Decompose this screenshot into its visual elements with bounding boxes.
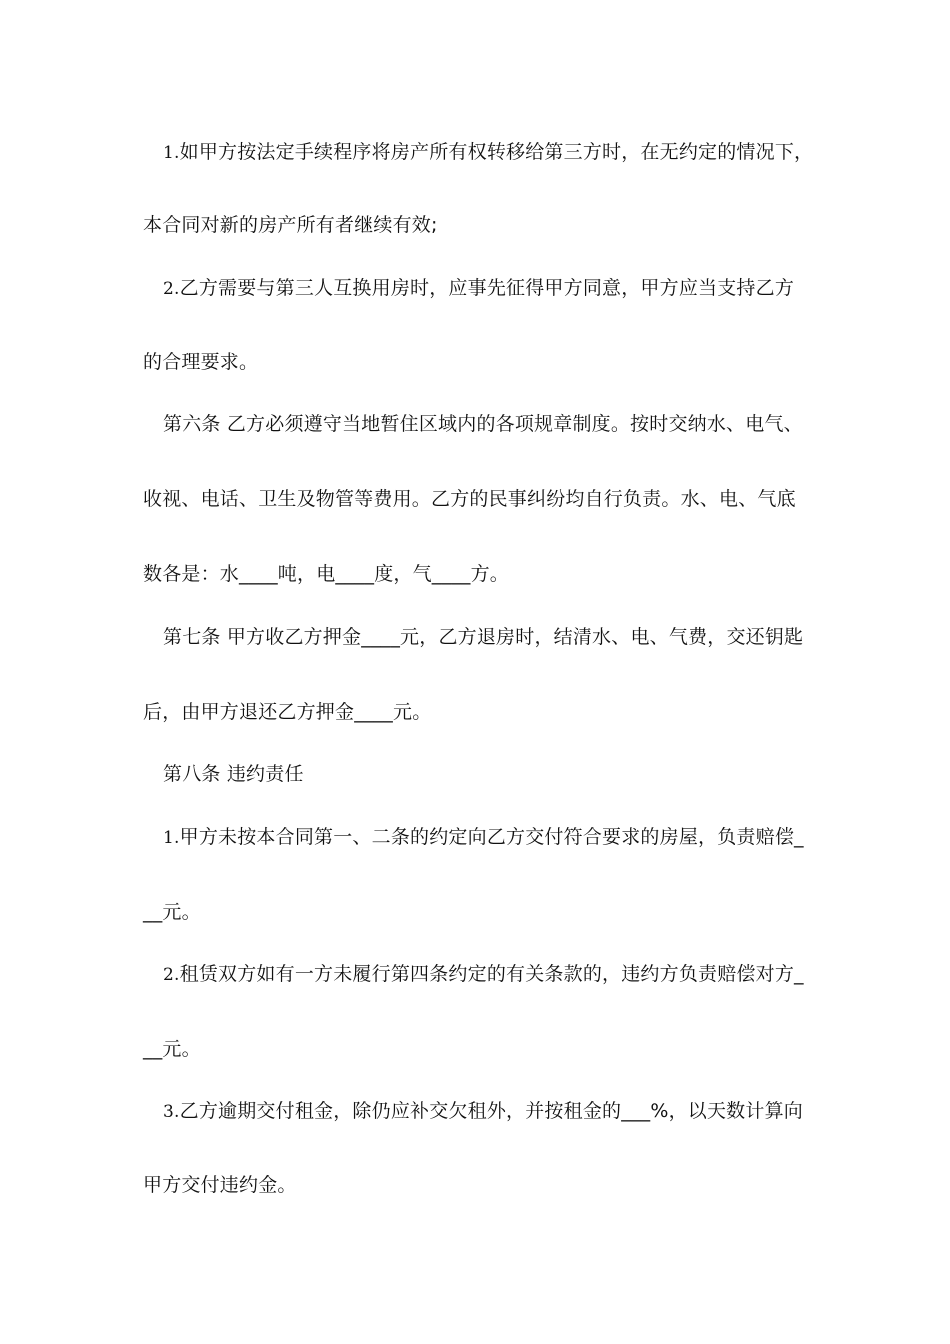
item-number: 2. — [163, 279, 180, 299]
paragraph-text: 收视、电话、卫生及物管等费用。乙方的民事纠纷均自行负责。水、电、气底 — [143, 488, 796, 510]
item-number: 1. — [163, 828, 180, 848]
clause-8-item-3-line-1 — [163, 1099, 803, 1124]
paragraph-text: 后，由甲方退还乙方押金____元。 — [143, 701, 432, 723]
item-number: 2. — [163, 965, 180, 985]
paragraph-text: 的合理要求。 — [143, 351, 259, 373]
paragraph-text: 如甲方按法定手续程序将房产所有权转移给第三方时，在无约定的情况下， — [179, 141, 814, 163]
clause-5-item-2-line-1 — [163, 276, 794, 301]
paragraph-text: 第六条 乙方必须遵守当地暂住区域内的各项规章制度。按时交纳水、电气、 — [163, 413, 803, 435]
item-number: 3. — [163, 1102, 180, 1122]
paragraph-text: 本合同对新的房产所有者继续有效; — [143, 214, 438, 236]
paragraph-text: 乙方需要与第三人互换用房时，应事先征得甲方同意，甲方应当支持乙方 — [179, 277, 795, 299]
paragraph-text: 租赁双方如有一方未履行第四条约定的有关条款的，违约方负责赔偿对方_ — [179, 963, 804, 985]
paragraph-text: 甲方交付违约金。 — [143, 1174, 297, 1196]
paragraph-text: __元。 — [143, 1038, 201, 1060]
clause-5-item-1-line-1 — [163, 140, 813, 165]
clause-8-item-3-line-2 — [143, 1173, 297, 1197]
paragraph-text: 第八条 违约责任 — [163, 763, 304, 785]
clause-8-heading — [163, 762, 304, 786]
paragraph-text: 第七条 甲方收乙方押金____元，乙方退房时，结清水、电、气费，交还钥匙 — [163, 626, 804, 648]
clause-8-item-1-line-1 — [163, 825, 804, 850]
clause-5-item-1-line-2 — [143, 213, 438, 237]
clause-5-item-2-line-2 — [143, 350, 258, 374]
clause-6-line-2 — [143, 487, 796, 511]
clause-7-line-1 — [163, 625, 803, 649]
clause-8-item-2-line-2 — [143, 1037, 201, 1061]
paragraph-text: 乙方逾期交付租金，除仍应补交欠租外，并按租金的___%，以天数计算向 — [179, 1100, 803, 1122]
clause-6-line-1 — [163, 412, 803, 436]
clause-7-line-2 — [143, 700, 431, 724]
clause-8-item-2-line-1 — [163, 962, 804, 987]
clause-6-line-3 — [143, 562, 509, 586]
item-number: 1. — [163, 143, 180, 163]
paragraph-text: __元。 — [143, 901, 201, 923]
paragraph-text: 甲方未按本合同第一、二条的约定向乙方交付符合要求的房屋，负责赔偿_ — [179, 826, 804, 848]
clause-8-item-1-line-2 — [143, 900, 201, 924]
paragraph-text: 数各是：水____吨，电____度，气____方。 — [143, 563, 510, 585]
